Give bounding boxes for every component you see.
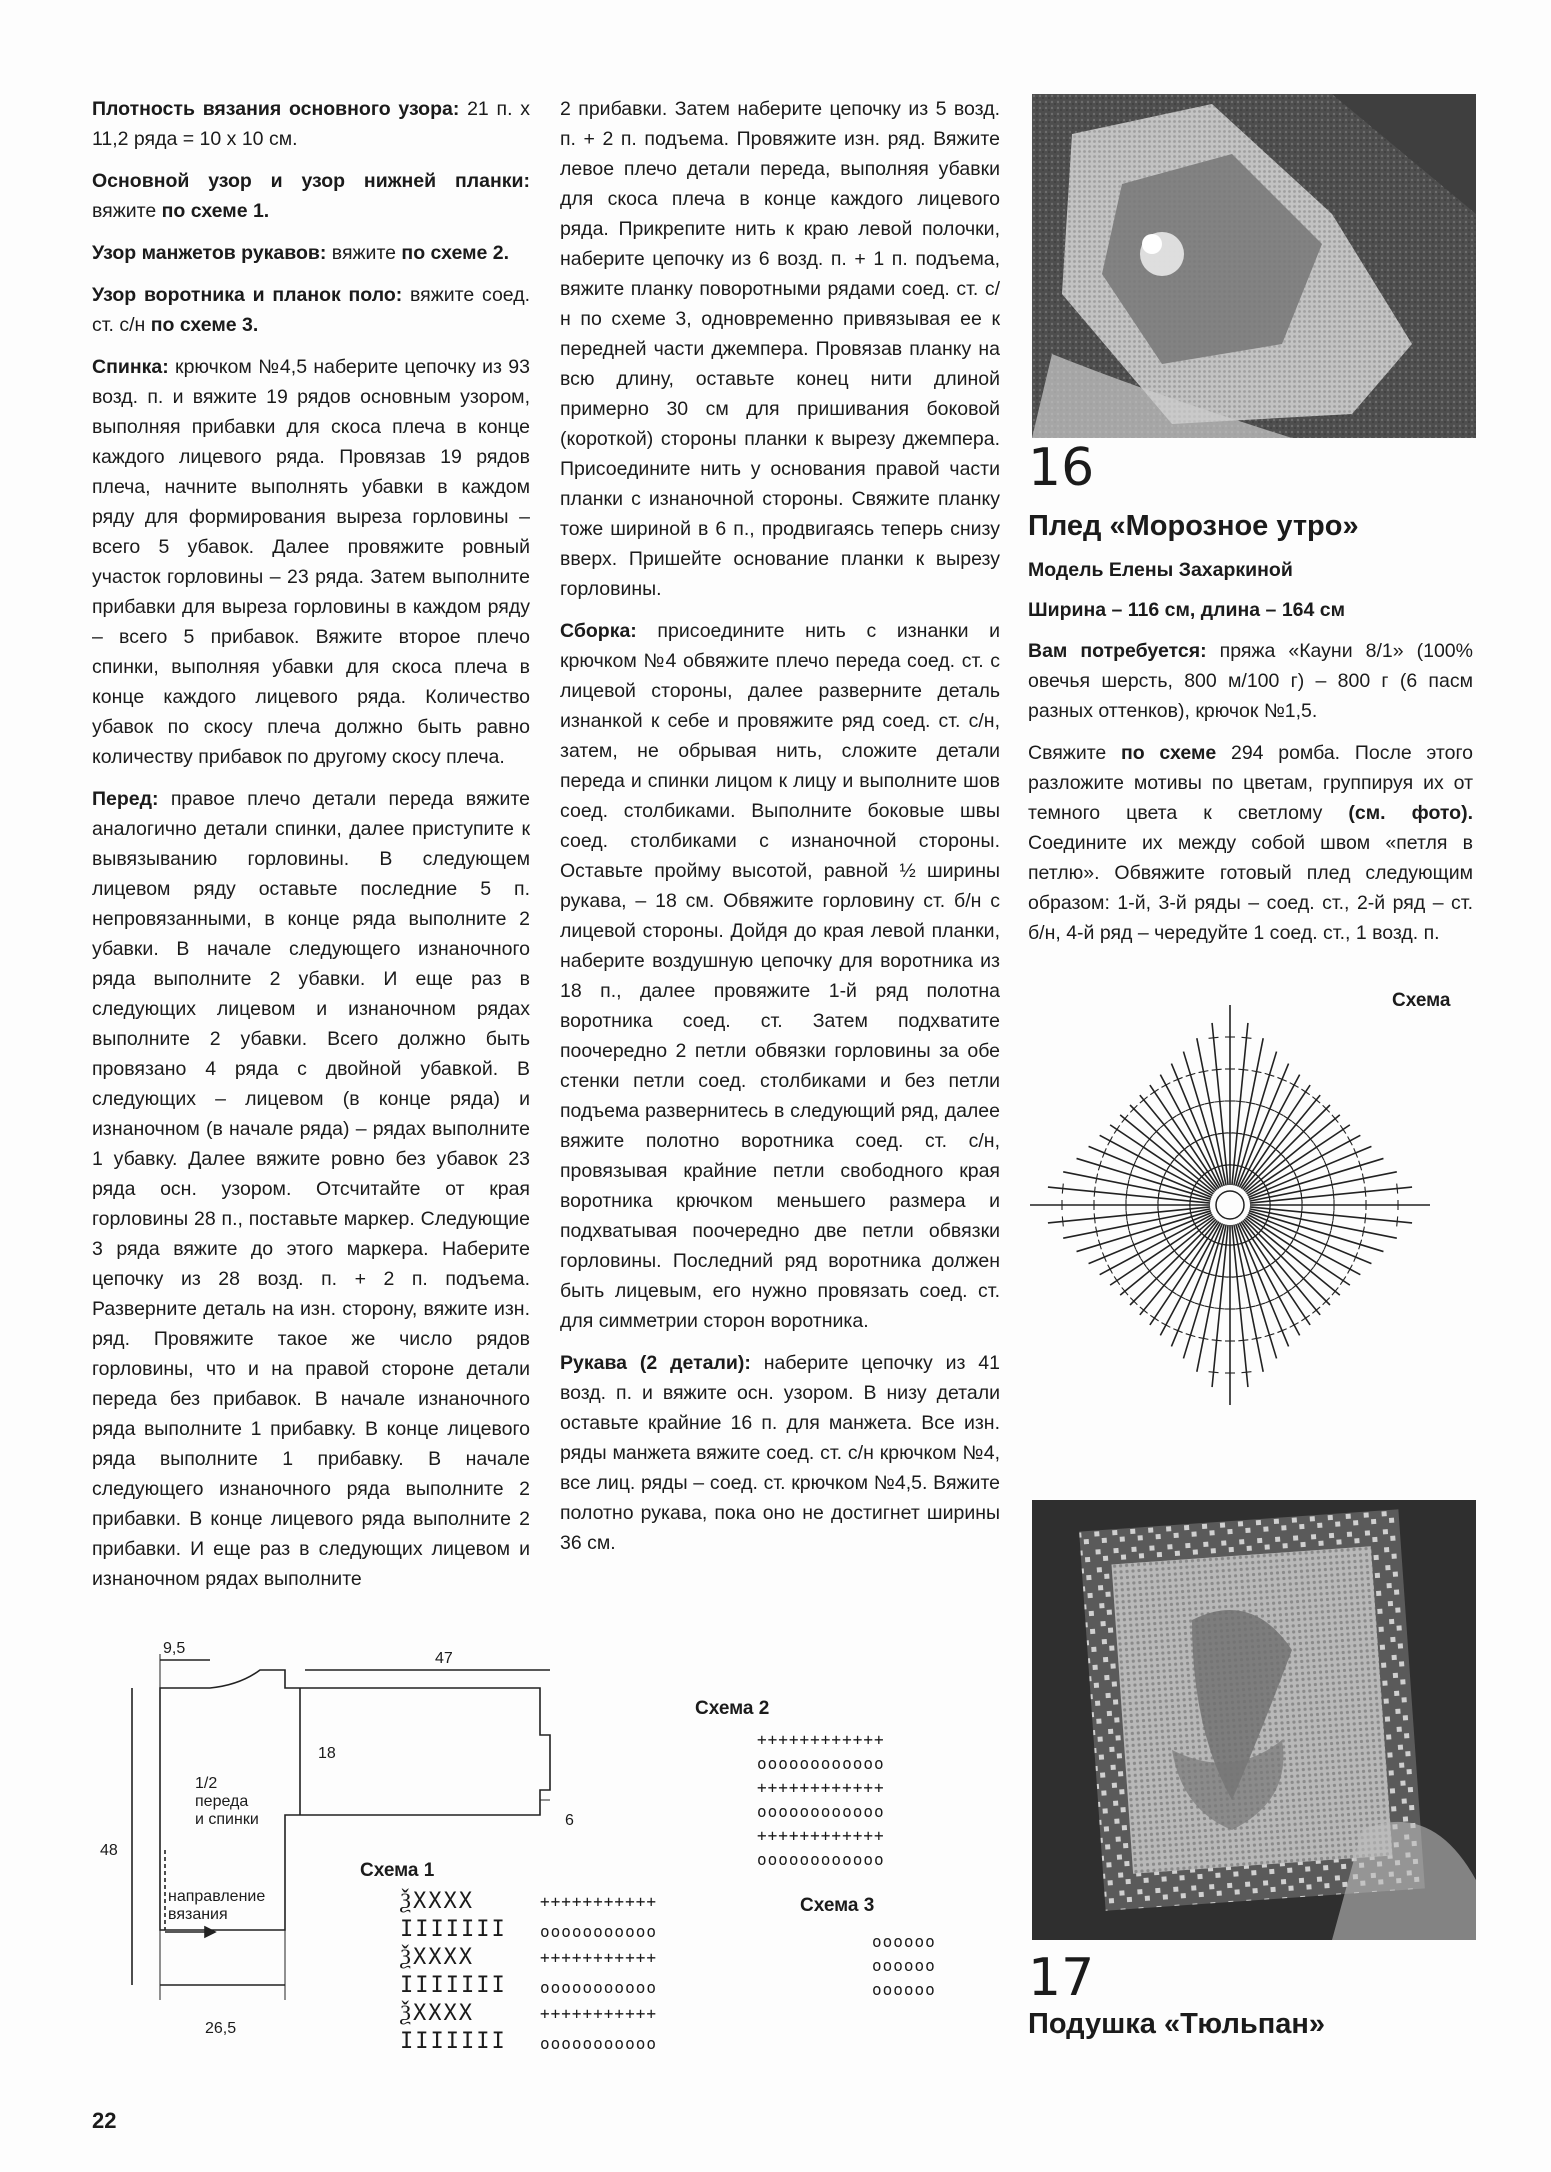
paragraph-assembly: Сборка: присоедините нить с изнанки и крючком №4 обвяжите плечо переда соед. ст. с лицевой стороны, далее разверните деталь изнанкой к себе и провяжите ряд соед. ст. с/н, затем, не обрывая нить, сложите детали переда и спинки лицом к лицу и выполните шов соед. столбиками. Выполните боковые швы соед. столбиками с изнаночной стороны. Оставьте пройму высотой, равной ½ ширины рукава, – 18 см. Обвяжите горловину ст. б/н с лицевой стороны. Дойдя до края левой планки, наберите воздушную цепочку для воротника из 18 п., далее провяжите 1-й ряд полотна воротника соед. ст. Затем подхватите поочередно 2 петли обвязки горловины за обе стенки петли соед. столбиками и без петли подъема развернитесь в следующий ряд, далее вяжите полотно воротника соед. ст. с/н, провязывая крайние петли свободного края воротника крючком меньшего размера и подхватывая поочередно две петли обвязки горловины. Последний ряд воротника должен быть лицевым, его нужно провязать соед. ст. для симметрии сторон воротника. <box>560 620 1000 1332</box>
chart-ray-tick <box>1126 1210 1127 1220</box>
chart-ray-tick <box>1314 1143 1320 1151</box>
chart-ray <box>1250 1187 1412 1203</box>
chart-ray <box>1232 1225 1248 1387</box>
page-number: 22 <box>92 2108 117 2133</box>
chart-ray <box>1212 1023 1228 1185</box>
paragraph-sleeves: Рукава (2 детали): наберите цепочку из 41 возд. п. и вяжите осн. узором. В низу детали оставьте крайние 16 п. для манжета. Все изн. ряды манжета вяжите соед. ст. с/н крючком №4, все лиц. ряды – соед. ст. крючком №4,5. Вяжите полотно рукава, пока оно не достигнет ширины 36 см. <box>560 1352 1000 1554</box>
item-size: Ширина – 116 см, длина – 164 см <box>1028 599 1346 621</box>
paragraph-collar-pattern: Узор воротника и планок поло: вяжите соед. ст. с/н по схеме 3. <box>92 284 530 336</box>
schema-label-1: Схема 1 <box>360 1860 435 1881</box>
schema-label-3: Схема 3 <box>800 1895 875 1916</box>
chart-ray-tick <box>1114 1276 1120 1284</box>
column-right <box>1028 440 1473 960</box>
chart-ray-tick <box>1062 1184 1063 1194</box>
schema-2-plus-row-2: ++++++++++++ <box>757 1778 885 1797</box>
chart-ray-tick <box>1212 1340 1222 1341</box>
dim-6: 6 <box>565 1812 574 1829</box>
schema-1-plus-row-1: +++++++++++ <box>540 1892 657 1911</box>
schema-3-oval-row-2: oooooo <box>872 1956 936 1975</box>
chart-ray-tick <box>1340 1276 1346 1284</box>
item-number-16: 16 <box>1028 438 1095 498</box>
photo-pillow-image <box>1032 1500 1476 1940</box>
chart-ray <box>1250 1207 1412 1223</box>
chart-ray <box>1232 1023 1248 1185</box>
chart-ray-tick <box>1168 1116 1176 1122</box>
item-17-heading <box>1028 1950 1473 2054</box>
chart-ray-tick <box>1235 1101 1245 1102</box>
chart-ray-tick <box>1094 1213 1095 1223</box>
chart-ray-tick <box>1241 1037 1251 1038</box>
paragraph-density: Плотность вязания основного узора: 21 п. х 11,2 ряда = 10 х 10 см. <box>92 98 530 150</box>
paragraph-back: Спинка: крючком №4,5 наберите цепочку из 93 возд. п. и вяжите 19 рядов основным узором, выполняя прибавки для скоса плеча в конце каждого лицевого ряда. Провязав 19 рядов плеча, начните выполнять убавки в каждом ряду для формирования выреза горловины – всего 5 убавок. Далее провяжите ровный участок горловины – 23 ряда. Затем выполните прибавки для выреза горловины в каждом ряду – всего 5 прибавок. Вяжите второе плечо спинки, выполняя убавки для скоса плеча в конце каждого лицевого ряда. Количество убавок по скосу плеча должно быть равно количеству прибавок по другому скосу плеча. <box>92 356 530 768</box>
item-number-17: 17 <box>1028 1948 1095 2008</box>
chart-ray <box>1212 1225 1228 1387</box>
chart-ray-tick <box>1301 1315 1309 1321</box>
dim-9-5: 9,5 <box>163 1640 186 1657</box>
chart-ray-tick <box>1150 1089 1158 1095</box>
paragraph-materials: Вам потребуется: пряжа «Кауни 8/1» (100% овечья шерсть, 800 м/100 г) – 800 г (6 пасм разных оттенков), крючок №1,5. <box>1028 640 1473 722</box>
photo-pillow <box>1032 1500 1476 1940</box>
item-title-17: Подушка «Тюльпан» <box>1028 2008 1325 2040</box>
schema-2-plus-row-3: ++++++++++++ <box>757 1826 885 1845</box>
chart-ray-tick <box>1241 1372 1251 1373</box>
paragraph-front-continued: 2 прибавки. Затем наберите цепочку из 5 возд. п. + 2 п. подъема. Провяжите изн. ряд. Вяжите левое плечо детали переда, выполняя убавки для скоса плеча в конце каждого лицевого ряда. Прикрепите нить к краю левой полочки, наберите цепочку из 6 возд. п. + 1 п. подъема, вяжите планку поворотными рядами соед. ст. с/н по схеме 3, одновременно привязывая ее к передней части джемпера. Провязав планку на всю длину, оставьте конец нити длиной примерно 30 см для пришивания боковой (короткой) стороны планки к вырезу джемпера. Присоедините нить у основания правой части планки с изнаночной стороны. Свяжите планку тоже шириной в 6 п., продвигаясь теперь снизу вверх. Пришейте основание планки к вырезу горловины. <box>560 98 1000 600</box>
photo-blanket-image <box>1032 94 1476 438</box>
chart-ray-tick <box>1301 1193 1302 1203</box>
schema-3-oval-row-3: oooooo <box>872 1980 936 1999</box>
model-author: Модель Елены Захаркиной <box>1028 559 1293 581</box>
chart-ray-tick <box>1215 1101 1225 1102</box>
garment-diagram <box>110 1640 610 2040</box>
chart-ray-tick <box>1365 1187 1366 1197</box>
schema-1-oval-row-2: ooooooooooo <box>540 1978 657 1997</box>
schema-1-plus-row-3: +++++++++++ <box>540 2004 657 2023</box>
schema-3-oval-row-1: oooooo <box>872 1932 936 1951</box>
paragraph-main-pattern: Основной узор и узор нижней планки: вяжите по схеме 1. <box>92 170 530 222</box>
chart-ray <box>1048 1207 1210 1223</box>
schema-1-oval-row-3: ooooooooooo <box>540 2034 657 2053</box>
chart-ray-tick <box>1365 1213 1366 1223</box>
chart-ray-tick <box>1209 1037 1219 1038</box>
chart-ray-tick <box>1150 1315 1158 1321</box>
chart-ray-tick <box>1212 1069 1222 1070</box>
chart-ray-tick <box>1333 1190 1334 1200</box>
chart-ray-tick <box>1340 1125 1346 1133</box>
chart-ray-tick <box>1126 1190 1127 1200</box>
chart-ray-tick <box>1333 1210 1334 1220</box>
dim-26-5: 26,5 <box>205 2020 237 2037</box>
chart-ray-tick <box>1141 1259 1147 1267</box>
schema-2-plus-row-1: ++++++++++++ <box>757 1730 885 1749</box>
paragraph-cuff-pattern: Узор манжетов рукавов: вяжите по схеме 2. <box>92 242 510 264</box>
chart-ray-tick <box>1235 1308 1245 1309</box>
item-title-16: Плед «Морозное утро» <box>1028 510 1359 542</box>
schema-1-symbols-block-2: ѮXXXX IIIIIII <box>400 1945 507 1998</box>
chart-ray-tick <box>1114 1125 1120 1133</box>
chart-ray-tick <box>1314 1259 1320 1267</box>
schema-1-symbols-block-1: ѮXXXX IIIIIII <box>400 1889 507 1942</box>
knitting-direction-label: направление вязания <box>168 1888 266 1923</box>
schema-2-oval-row-2: oooooooooooo <box>757 1802 885 1821</box>
schema-label-round: Схема <box>1392 990 1451 1011</box>
paragraph-front: Перед: правое плечо детали переда вяжите аналогично детали спинки, далее приступите к вывязыванию горловины. В следующем лицевом ряду оставьте последние 5 п. непровязанными, в конце ряда выполните 2 убавки. В начале следующего изнаночного ряда выполните 2 убавки. И еще раз в следующих лицевом и изнаночном рядах выполните 2 убавки. Всего должно быть провязано 4 ряда с двойной убавкой. В следующих – лицевом (в конце ряда) и изнаночном (в начале ряда) – рядах выполните 1 убавку. Далее вяжите ровно без убавок 23 ряда осн. узором. Отсчитайте от края горловины 28 п., поставьте маркер. Следующие 3 ряда вяжите до этого маркера. Наберите цепочку из 28 возд. п. + 2 п. подъема. Разверните деталь на изн. сторону, вяжите изн. ряд. Провяжите такое же число рядов горловины, что и на правой стороне детали переда без прибавок. В начале изнаночного ряда выполните 1 прибавку. В конце лицевого ряда выполните 1 прибавку. В начале следующего изнаночного ряда выполните 2 прибавки. В конце лицевого ряда выполните 2 прибавки. И еще раз в следующих лицевом и изнаночном рядах выполните <box>92 788 530 1590</box>
chart-ray-tick <box>1397 1216 1398 1226</box>
dim-18: 18 <box>318 1745 336 1762</box>
chart-ray-tick <box>1141 1143 1147 1151</box>
chart-ray-tick <box>1094 1187 1095 1197</box>
chart-ray-tick <box>1168 1289 1176 1295</box>
chart-ray-tick <box>1284 1289 1292 1295</box>
chart-ray-tick <box>1209 1372 1219 1373</box>
photo-blanket <box>1032 94 1476 438</box>
chart-ray-tick <box>1215 1308 1225 1309</box>
round-crochet-chart <box>1010 985 1450 1425</box>
schema-1-symbols-block-3: ѮXXXX IIIIIII <box>400 2001 507 2054</box>
schema-label-2: Схема 2 <box>695 1698 770 1719</box>
paragraph-instructions: Свяжите по схеме 294 ромба. После этого разложите мотивы по цветам, группируя их от темного цвета к светлому (см. фото). Соедините их между собой швом «петля в петлю». Обвяжите готовый плед следующим образом: 1-й, 3-й ряды – соед. ст., 2-й ряд – ст. б/н, 4-й ряд – чередуйте 1 соед. ст., 1 возд. п. <box>1028 742 1474 944</box>
schema-1-plus-row-2: +++++++++++ <box>540 1948 657 1967</box>
chart-ray-tick <box>1397 1184 1398 1194</box>
column-left <box>92 94 530 1606</box>
schema-2-oval-row-3: oooooooooooo <box>757 1850 885 1869</box>
dim-47: 47 <box>435 1650 453 1667</box>
chart-ray-tick <box>1062 1216 1063 1226</box>
chart-ray-tick <box>1238 1069 1248 1070</box>
dim-48: 48 <box>100 1842 118 1859</box>
schema-2-oval-row-1: oooooooooooo <box>757 1754 885 1773</box>
schema-1-oval-row-1: ooooooooooo <box>540 1922 657 1941</box>
chart-ray-tick <box>1301 1089 1309 1095</box>
half-front-back-label: 1/2 переда и спинки <box>195 1775 259 1828</box>
column-middle <box>560 94 1000 1570</box>
chart-ray-tick <box>1284 1116 1292 1122</box>
chart-ray-tick <box>1238 1340 1248 1341</box>
chart-ray <box>1048 1187 1210 1203</box>
